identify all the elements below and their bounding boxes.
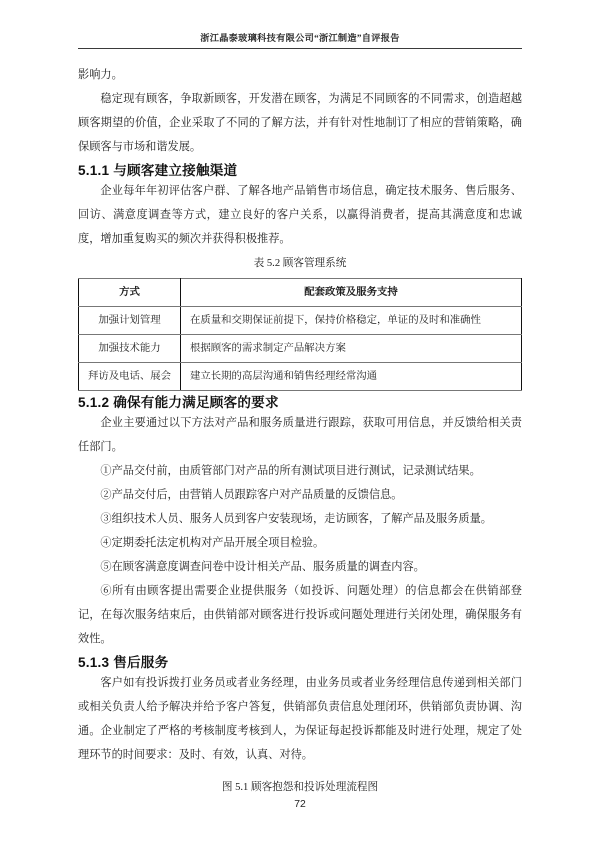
table-column-header-method: 方式	[79, 279, 181, 307]
list-item: ①产品交付前，由质管部门对产品的所有测试项目进行测试，记录测试结果。	[100, 465, 481, 478]
heading-section-5-1-1: 5.1.1 与顾客建立接触渠道	[78, 163, 238, 179]
figure-caption-5-1: 图 5.1 顾客抱怨和投诉处理流程图	[221, 782, 379, 794]
table-cell-policy: 在质量和交期保证前提下，保持价格稳定，单证的及时和准确性	[181, 307, 522, 335]
list-item: ②产品交付后，由营销人员跟踪客户对产品质量的反馈信息。	[100, 489, 403, 502]
paragraph-section-5-1-2: 企业主要通过以下方法对产品和服务质量进行跟踪，获取可用信息，并反馈给相关责任部门。	[78, 417, 522, 454]
page-header	[78, 0, 522, 44]
page-number: 72	[294, 799, 306, 810]
paragraph-section-5-1-3: 客户如有投诉拨打业务员或者业务经理，由业务员或者业务经理信息传递到相关部门或相关负责人给予解决并给予客户答复，供销部负责信息处理闭环，供销部负责协调、沟通。企业制定了严格的考核制度考核到人，为保证每起投诉都能及时进行处理，规定了处理环节的时间要求：及时、有效，认真、对待。	[78, 677, 522, 762]
list-item: ⑤在顾客满意度调查问卷中设计相关产品、服务质量的调查内容。	[100, 561, 425, 574]
intro-block	[78, 63, 522, 159]
heading-section-5-1-2: 5.1.2 确保有能力满足顾客的要求	[78, 395, 279, 411]
table-cell-method: 加强计划管理	[79, 307, 181, 335]
table-cell-method: 加强技术能力	[79, 335, 181, 363]
table-caption-5-2: 表 5.2 顾客管理系统	[253, 258, 347, 270]
list-item: ③组织技术人员、服务人员到客户安装现场，走访顾客，了解产品及服务质量。	[100, 513, 492, 526]
table-row	[79, 335, 522, 363]
paragraph-intro: 稳定现有顾客，争取新顾客，开发潜在顾客，为满足不同顾客的不同需求，创造超越顾客期望的价值，企业采取了不同的了解方法，并有针对性地制订了相应的营销策略，确保顾客与市场和谐发展。	[78, 93, 522, 154]
table-header-row	[79, 279, 522, 307]
page-content	[78, 0, 522, 848]
list-item: ④定期委托法定机构对产品开展全项目检验。	[100, 537, 325, 550]
paragraph-section-5-1-1: 企业每年年初评估客户群、了解各地产品销售市场信息，确定技术服务、售后服务、回访、满意度调查等方式，建立良好的客户关系，以赢得消费者，提高其满意度和忠诚度，增加重复购买的频次并获得积极推荐。	[78, 185, 522, 246]
table-row	[79, 363, 522, 391]
table-cell-policy: 建立长期的高层沟通和销售经理经常沟通	[181, 363, 522, 391]
heading-section-5-1-3: 5.1.3 售后服务	[78, 655, 169, 671]
paragraph-continuation: 影响力。	[78, 69, 123, 82]
table-column-header-policy: 配套政策及服务支持	[181, 279, 522, 307]
table-row	[79, 307, 522, 335]
table-cell-method: 拜访及电话、展会	[79, 363, 181, 391]
header-divider	[78, 48, 522, 49]
list-item: ⑥所有由顾客提出需要企业提供服务（如投诉、问题处理）的信息都会在供销部登记，在每次服务结束后，由供销部对顾客进行投诉或问题处理进行关闭处理，确保服务有效性。	[78, 585, 522, 646]
table-cell-policy: 根据顾客的需求制定产品解决方案	[181, 335, 522, 363]
page-footer	[0, 794, 600, 812]
page-header-title: 浙江晶泰玻璃科技有限公司“浙江制造”自评报告	[200, 33, 400, 43]
table-customer-management-system	[78, 278, 522, 391]
